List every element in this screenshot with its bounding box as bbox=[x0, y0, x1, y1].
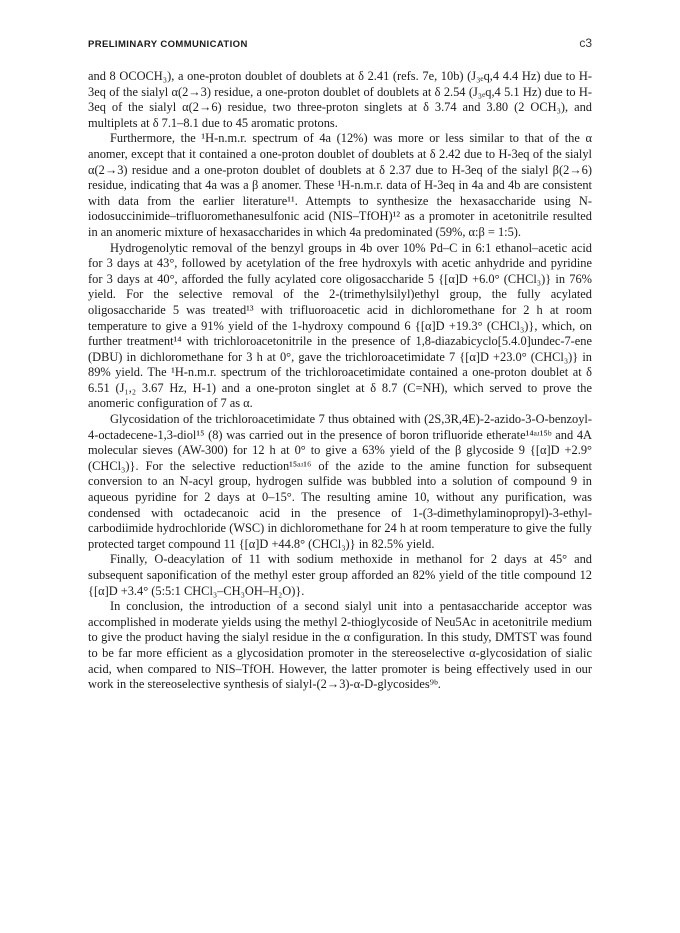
paragraph-hydrogenolysis: Hydrogenolytic removal of the benzyl groups in 4b over 10% Pd–C in 6:1 ethanol–acetic acid for 3 days at 43°, followed by acetylation of the free hydroxyls with acetic anhydride and pyridine for 3 days at 40°, afforded the fully acylated core oligosaccharide 5 {[α]D +6.0° (CHCl₃)} in 76% yield. For the selective removal of the 2-(trimethylsilyl)ethyl group, the fully acylated oligosaccharide 5 was treated¹³ with trifluoroacetic acid in dichloromethane for 2 h at room temperature to give a 91% yield of the 1-hydroxy compound 6 {[α]D +19.3° (CHCl₃)}, which, on further treatment¹⁴ with trichloroacetonitrile in the presence of 1,8-diazabicyclo[5.4.0]undec-7-ene (DBU) in dichloromethane for 3 h at 0°, gave the trichloroacetimidate 7 {[α]D +23.0° (CHCl₃)} in 89% yield. The ¹H-n.m.r. spectrum of the trichloroacetimidate contained a one-proton doublet at δ 6.51 (J₁,₂ 3.67 Hz, H-1) and a one-proton singlet at δ 8.7 (C=NH), which served to prove the anomeric configuration of 7 as α. bbox=[88, 240, 592, 411]
paragraph-deacylation: Finally, O-deacylation of 11 with sodium methoxide in methanol for 2 days at 45° and subsequent saponification of the methyl ester group afforded an 82% yield of the title compound 12 {[α]D +3.4° (5:5:1 CHCl₃–CH₃OH–H₂O)}. bbox=[88, 552, 592, 598]
body-text bbox=[88, 69, 592, 693]
running-head bbox=[88, 36, 592, 50]
running-head-title: PRELIMINARY COMMUNICATION bbox=[88, 39, 248, 50]
paragraph-glycosidation: Glycosidation of the trichloroacetimidate 7 thus obtained with (2S,3R,4E)-2-azido-3-O-benzoyl-4-octadecene-1,3-diol¹⁵ (8) was carried out in the presence of boron trifluoride etherate¹⁴ᵃʴ¹⁵ᵇ and 4A molecular sieves (AW-300) for 12 h at 0° to give a 63% yield of the β glycoside 9 {[α]D +2.9° (CHCl₃)}. For the selective reduction¹⁵ᵃʴ¹⁶ of the azide to the amine function for subsequent conversion to an N-acyl group, hydrogen sulfide was bubbled into a solution of compound 9 in aqueous pyridine for 2 days at 0–15°. The resulting amine 10, without any purification, was condensed with octadecanoic acid in the presence of 1-(3-dimethylaminopropyl)-3-ethyl-carbodiimide hydrochloride (WSC) in dichloromethane for 24 h at room temperature to give the fully protected target compound 11 {[α]D +44.8° (CHCl₃)} in 82.5% yield. bbox=[88, 412, 592, 551]
paragraph-nmr-continuation: and 8 OCOCH₃), a one-proton doublet of doublets at δ 2.41 (refs. 7e, 10b) (J₃ₑq,4 4.4 Hz) due to H-3eq of the sialyl α(2→3) residue, a one-proton doublet of doublets at δ 2.54 (J₃ₑq,4 5.1 Hz) due to H-3eq of the sialyl α(2→6) residue, two three-proton singlets at δ 3.74 and 3.80 (2 OCH₃), and multiplets at δ 7.1–8.1 due to 45 aromatic protons. bbox=[88, 69, 592, 130]
paragraph-conclusion: In conclusion, the introduction of a second sialyl unit into a pentasaccharide acceptor was accomplished in moderate yields using the methyl 2-thioglycoside of Neu5Ac in acetonitrile medium to give the product having the sialyl residue in the α configuration. In this study, DMTST was found to be far more efficient as a glycosidation promoter in the stereoselective α-glycosidation of sialic acid, when compared to NIS–TfOH. However, the latter promoter is being effectively used in our work in the stereoselective synthesis of sialyl-(2→3)-α-D-glycosides⁹ᵇ. bbox=[88, 599, 592, 692]
paragraph-beta-anomer: Furthermore, the ¹H-n.m.r. spectrum of 4a (12%) was more or less similar to that of the α anomer, except that it contained a one-proton doublet of doublets at δ 2.42 due to H-3eq of the sialyl α(2→3) residue and a one-proton doublet of doublets at δ 2.37 due to H-3eq of the sialyl β(2→6) residue, indicating that 4a was a β anomer. These ¹H-n.m.r. data of H-3eq in 4a and 4b are consistent with data from the earlier literature¹¹. Attempts to synthesize the hexasaccharide using N-iodosuccinimide–trifluoromethanesulfonic acid (NIS–TfOH)¹² as a promoter in acetonitrile resulted in an anomeric mixture of hexasaccharides in which 4a predominated (59%, α:β = 1:5). bbox=[88, 131, 592, 239]
page-number: c3 bbox=[579, 36, 592, 50]
